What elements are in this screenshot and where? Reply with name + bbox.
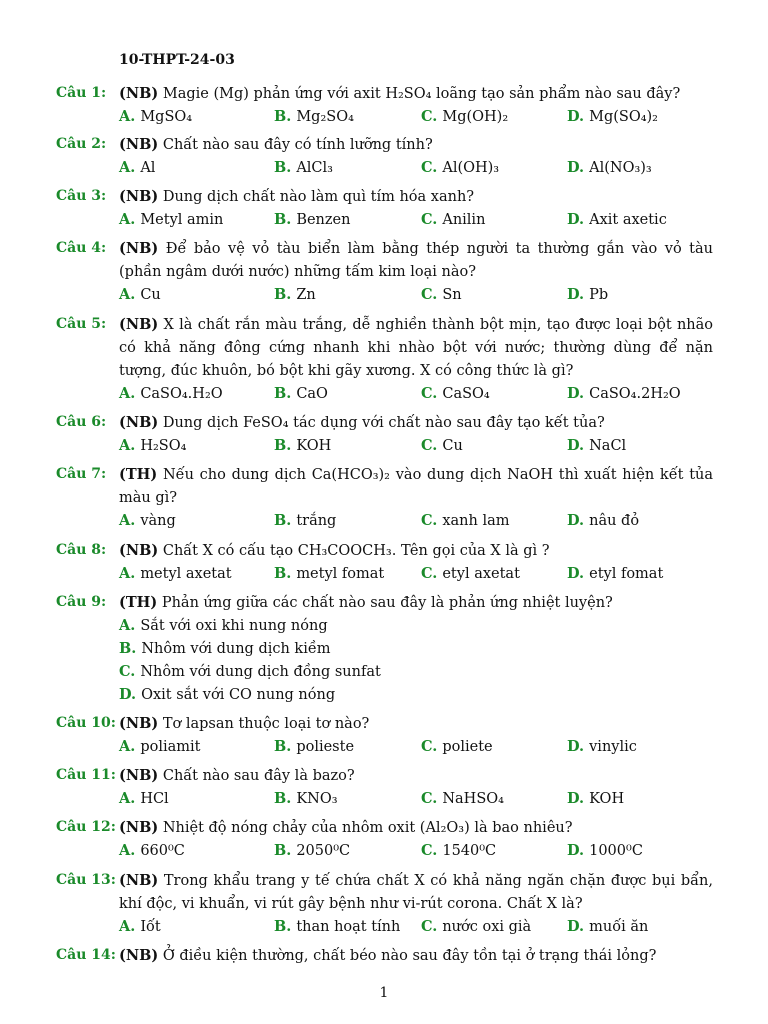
option-a[interactable]: A. metyl axetat	[119, 565, 232, 582]
option-a[interactable]: A. 660⁰C	[119, 842, 185, 859]
options-row	[0, 434, 768, 457]
option-b[interactable]: B. KOH	[274, 437, 332, 454]
option-c[interactable]: C. Al(OH)₃	[421, 159, 500, 176]
option-d[interactable]: D. Oxit sắt với CO nung nóng	[119, 686, 336, 703]
question-label: Câu 8:	[56, 542, 107, 558]
question-level: (NB)	[119, 414, 159, 431]
question-level: (TH)	[119, 466, 158, 483]
question-label: Câu 7:	[56, 466, 107, 482]
option-c[interactable]: C. 1540⁰C	[421, 842, 497, 859]
question-text: Magie (Mg) phản ứng với axit H₂SO₄ loãng tạo sản phẩm nào sau đây?	[162, 86, 681, 102]
option-d[interactable]: D. NaCl	[567, 437, 627, 454]
question-label: Câu 2:	[56, 136, 107, 152]
option-b[interactable]: B. CaO	[274, 385, 328, 402]
question-label: Câu 6:	[56, 414, 107, 430]
question-label: Câu 11:	[56, 767, 116, 783]
question-stem	[119, 185, 713, 209]
option-c[interactable]: C. NaHSO₄	[421, 790, 504, 807]
options-row	[0, 382, 768, 405]
question-level: (NB)	[119, 819, 159, 836]
option-b[interactable]: B. polieste	[274, 738, 355, 755]
option-d[interactable]: D. Pb	[567, 286, 609, 303]
option-a[interactable]: A. Sắt với oxi khi nung nóng	[119, 617, 328, 634]
question-text: Dung dịch chất nào làm quì tím hóa xanh?	[162, 189, 475, 205]
option-d[interactable]: D. vinylic	[567, 738, 637, 755]
option-c[interactable]: C. CaSO₄	[421, 385, 490, 402]
option-b[interactable]: B. AlCl₃	[274, 159, 333, 176]
option-a[interactable]: A. poliamit	[119, 738, 201, 755]
question-label: Câu 13:	[56, 872, 116, 888]
option-a[interactable]: A. H₂SO₄	[119, 437, 187, 454]
question-stem	[119, 411, 713, 435]
option-d[interactable]: D. etyl fomat	[567, 565, 664, 582]
option-a[interactable]: A. Metyl amin	[119, 211, 224, 228]
question-stem	[119, 133, 713, 157]
option-a[interactable]: A. Iốt	[119, 918, 161, 935]
question-stem	[119, 944, 713, 968]
question-text: Chất X có cấu tạo CH₃COOCH₃. Tên gọi của X là gì ?	[162, 543, 550, 559]
question-text: Dung dịch FeSO₄ tác dụng với chất nào sau đây tạo kết tủa?	[162, 415, 605, 431]
options-row	[0, 509, 768, 532]
question-text: Nhiệt độ nóng chảy của nhôm oxit (Al₂O₃) là bao nhiêu?	[162, 820, 573, 836]
option-b[interactable]: B. Zn	[274, 286, 316, 303]
option-c[interactable]: C. Anilin	[421, 211, 486, 228]
question-level: (NB)	[119, 240, 159, 257]
question-label: Câu 3:	[56, 188, 107, 204]
option-c[interactable]: C. nước oxi già	[421, 918, 532, 935]
question-level: (NB)	[119, 715, 159, 732]
option-a[interactable]: A. vàng	[119, 512, 176, 529]
question-text: Ở điều kiện thường, chất béo nào sau đây tồn tại ở trạng thái lỏng?	[162, 948, 657, 964]
question-level: (NB)	[119, 316, 159, 333]
question-label: Câu 9:	[56, 594, 107, 610]
question-level: (NB)	[119, 767, 159, 784]
question-text: Trong khẩu trang y tế chứa chất X có khả năng ngăn chặn được bụi bẩn, khí độc, vi khuẩn, vi rút gây bệnh như vi-rút corona. Chất X là?	[119, 873, 713, 912]
option-b[interactable]: B. 2050⁰C	[274, 842, 351, 859]
options-row	[0, 787, 768, 810]
question-stem	[119, 313, 713, 383]
option-a[interactable]: A. HCl	[119, 790, 169, 807]
option-d[interactable]: D. Al(NO₃)₃	[567, 159, 652, 176]
options-row	[0, 156, 768, 179]
question-level: (NB)	[119, 947, 159, 964]
question-stem	[119, 712, 713, 736]
option-c[interactable]: C. Nhôm với dung dịch đồng sunfat	[119, 663, 381, 680]
options-row	[0, 562, 768, 585]
option-a[interactable]: A. Al	[119, 159, 156, 176]
option-d[interactable]: D. CaSO₄.2H₂O	[567, 385, 681, 402]
option-b[interactable]: B. than hoạt tính	[274, 918, 401, 935]
question-text: Chất nào sau đây là bazo?	[162, 768, 355, 784]
option-c[interactable]: C. Sn	[421, 286, 462, 303]
option-d[interactable]: D. nâu đỏ	[567, 512, 640, 529]
question-stem	[119, 82, 713, 106]
option-d[interactable]: D. muối ăn	[567, 918, 649, 935]
option-b[interactable]: B. Benzen	[274, 211, 351, 228]
option-c[interactable]: C. etyl axetat	[421, 565, 520, 582]
question-text: Chất nào sau đây có tính lưỡng tính?	[162, 137, 433, 153]
question-label: Câu 4:	[56, 240, 107, 256]
question-text: Để bảo vệ vỏ tàu biển làm bằng thép người ta thường gắn vào vỏ tàu (phần ngâm dưới nước) những tấm kim loại nào?	[119, 241, 713, 280]
options-row	[0, 105, 768, 128]
option-b[interactable]: B. KNO₃	[274, 790, 338, 807]
option-a[interactable]: A. CaSO₄.H₂O	[119, 385, 223, 402]
option-d[interactable]: D. Mg(SO₄)₂	[567, 108, 658, 125]
question-stem	[119, 591, 713, 615]
option-c[interactable]: C. Mg(OH)₂	[421, 108, 509, 125]
option-b[interactable]: B. Mg₂SO₄	[274, 108, 354, 125]
exam-code: 10-THPT-24-03	[119, 52, 235, 68]
option-b[interactable]: B. trắng	[274, 512, 337, 529]
option-c[interactable]: C. xanh lam	[421, 512, 510, 529]
option-a[interactable]: A. Cu	[119, 286, 161, 303]
question-label: Câu 1:	[56, 85, 107, 101]
question-text: Nếu cho dung dịch Ca(HCO₃)₂ vào dung dịch NaOH thì xuất hiện kết tủa màu gì?	[119, 467, 713, 506]
option-c[interactable]: C. poliete	[421, 738, 493, 755]
question-label: Câu 14:	[56, 947, 116, 963]
question-level: (NB)	[119, 136, 159, 153]
question-level: (NB)	[119, 542, 159, 559]
options-row	[0, 208, 768, 231]
option-d[interactable]: D. Axit axetic	[567, 211, 667, 228]
question-stem	[119, 237, 713, 284]
question-label: Câu 10:	[56, 715, 116, 731]
question-level: (NB)	[119, 188, 159, 205]
question-stem	[119, 463, 713, 510]
question-text: Tơ lapsan thuộc loại tơ nào?	[162, 716, 370, 732]
question-level: (TH)	[119, 594, 158, 611]
question-level: (NB)	[119, 872, 159, 889]
options-row	[0, 915, 768, 938]
options-row	[0, 735, 768, 758]
options-row	[0, 283, 768, 306]
option-c[interactable]: C. Cu	[421, 437, 463, 454]
question-label: Câu 12:	[56, 819, 116, 835]
question-text: X là chất rắn màu trắng, dễ nghiền thành bột mịn, tạo được loại bột nhão có khả năng đông cứng nhanh khi nhào bột với nước; thường dùng để nặn tượng, đúc khuôn, bó bột khi gãy xương. X có công thức là gì?	[119, 317, 714, 379]
option-a[interactable]: A. MgSO₄	[119, 108, 193, 125]
page-number: 1	[379, 985, 389, 1001]
option-b[interactable]: B. Nhôm với dung dịch kiềm	[119, 640, 331, 657]
question-stem	[119, 816, 713, 840]
question-stem	[119, 764, 713, 788]
option-b[interactable]: B. metyl fomat	[274, 565, 385, 582]
question-level: (NB)	[119, 85, 159, 102]
question-stem	[119, 869, 713, 916]
question-text: Phản ứng giữa các chất nào sau đây là phản ứng nhiệt luyện?	[161, 595, 613, 611]
option-d[interactable]: D. 1000⁰C	[567, 842, 643, 859]
option-d[interactable]: D. KOH	[567, 790, 625, 807]
question-label: Câu 5:	[56, 316, 107, 332]
options-row	[0, 839, 768, 862]
question-stem	[119, 539, 713, 563]
